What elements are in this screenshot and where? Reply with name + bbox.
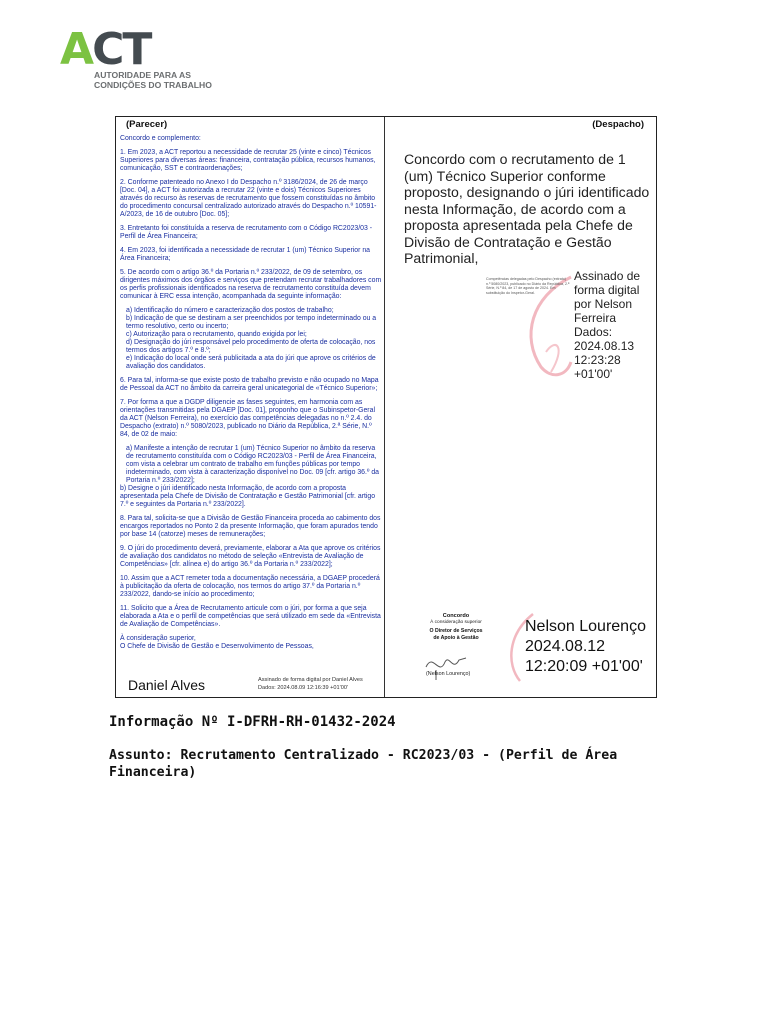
daniel-digital-signature [258, 677, 363, 692]
parecer-item-11: 11. Solicito que a Área de Recrutamento articule com o júri, por forma a que seja elaborada a Ata e o perfil de competências que será utilizado em sede da «Entrevista de Avaliação de Competências». [120, 605, 381, 628]
logo-subtitle [94, 70, 212, 90]
delegation-fine-print: Competências delegadas pelo Despacho (extrato) n.º 5080/2023, publicado no Diário da República, 2.ª Série, N.º 84, de 17 de agosto de 2024. Em substituição do Inspetor-Geral. [486, 277, 570, 295]
parecer-closing-2: O Chefe de Divisão de Gestão e Desenvolvimento de Pessoas, [120, 643, 314, 650]
parecer-item-9: 9. O júri do procedimento deverá, previamente, elaborar a Ata que aprove os critérios de avaliação dos candidatos no método de seleção «Entrevista de Avaliação de Competências» [cfr. alínea e) do artigo 36.º da Portaria n.º 233/2022]; [120, 545, 381, 568]
parecer-item-8: 8. Para tal, solicita-se que a Divisão de Gestão Financeira proceda ao cabimento dos encargos reportados no Ponto 2 da presente Informação, que foram apurados tendo por base 14 (catorze) meses de remunerações; [120, 515, 381, 538]
nelson-sig-name: Nelson Lourenço [525, 618, 646, 635]
parecer-item-1: 1. Em 2023, a ACT reportou a necessidade de recrutar 25 (vinte e cinco) Técnicos Superiores para diversas áreas: financeira, contratação pública, recursos humanos, comunicação, SST e contraordenações; [120, 149, 376, 172]
parecer-item-4: 4. Em 2023, foi identificada a necessidade de recrutar 1 (um) Técnico Superior na Área Financeira; [120, 247, 370, 262]
nelson-name-parenthetical: (Nelson Lourenço) [426, 671, 471, 677]
parecer-item-5: 5. De acordo com o artigo 36.º da Portaria n.º 233/2022, de 09 de setembro, os dirigentes máximos dos órgãos e serviços que pretendam recrutar trabalhadores com os perfis profissionais identificados na reserva de recrutamento constituída devem comunicar à ERC essa intenção, acompanhada da seguinte informação: [120, 269, 382, 300]
ferreira-sig-line-3: por Nelson [574, 297, 633, 311]
ferreira-sig-line-2: forma digital [574, 283, 640, 297]
daniel-signature-name: Daniel Alves [128, 677, 206, 693]
parecer-item-2: 2. Conforme patenteado no Anexo I do Despacho n.º 3186/2024, de 26 de março [Doc. 04], a ACT foi autorizada a recrutar 22 (vinte e dois) Técnicos Superiores através do recurso às reservas de recrutamento que fossem constituídas no âmbito do procedimento concursal centralizado autorizado através do Despacho n.º 10591-A/2023, de 16 de outubro [Doc. 05]; [120, 179, 377, 218]
parecer-closing-1: À consideração superior, [120, 635, 196, 642]
ferreira-sig-line-6: 2024.08.13 [574, 339, 635, 353]
despacho-text: Concordo com o recrutamento de 1 (um) Técnico Superior conforme proposto, designando o júri identificado nesta Informação, de acordo com a proposta apresentada pela Chefe de Divisão de Contratação e Gestão Patrimonial, [404, 151, 650, 266]
parecer-text [120, 135, 382, 651]
concordo-subtitle: À consideração superior [430, 620, 482, 625]
parecer-heading: (Parecer) [126, 119, 168, 130]
logo-letter-a: A [60, 24, 93, 75]
info-number: Informação Nº I-DFRH-RH-01432-2024 [109, 714, 396, 730]
daniel-digital-line-2: Dados: 2024.08.09 12:16:39 +01'00' [258, 684, 349, 691]
logo-line-1: AUTORIDADE PARA AS [94, 70, 191, 80]
parecer-item-6: 6. Para tal, informa-se que existe posto de trabalho previsto e não ocupado no Mapa de Pessoal da ACT no âmbito da carreira geral unicategorial de «Técnico Superior»; [120, 377, 379, 392]
info-assunto: Assunto: Recrutamento Centralizado - RC2023/03 - (Perfil de Área Financeira) [109, 748, 618, 780]
ferreira-sig-line-5: Dados: [574, 325, 613, 339]
ferreira-sig-line-8: +01'00' [574, 367, 613, 381]
logo-letters [60, 24, 151, 75]
parecer-intro: Concordo e complemento: [120, 135, 201, 142]
column-divider [384, 117, 385, 697]
ferreira-sig-line-7: 12:23:28 [574, 353, 621, 367]
parecer-item-5-a: a) Identificação do número e caracterização dos postos de trabalho; [126, 307, 334, 314]
parecer-despacho-box [115, 116, 657, 698]
daniel-digital-line-1: Assinado de forma digital por Daniel Alves [258, 677, 363, 683]
logo-line-2: CONDIÇÕES DO TRABALHO [94, 80, 212, 90]
parecer-item-7: 7. Por forma a que a DGDP diligencie as fases seguintes, em harmonia com as orientações transmitidas pela DGAEP [Doc. 01], proponho que o Subinspetor-Geral da ACT (Nelson Ferreira), no exercício das competências delegadas no n.º 2.4. do Despacho (extrato) n.º 5080/2023, publicado no Diário da República, 2.ª Série, N.º 84, de 02 de maio: [120, 399, 375, 438]
despacho-heading: (Despacho) [592, 119, 644, 130]
act-logo [60, 24, 212, 92]
parecer-item-5-b: b) Indicação de que se destinam a ser preenchidos por tempo indeterminado ou a termo resolutivo, certo ou incerto; [126, 315, 377, 330]
diretor-line-2: de Apoio à Gestão [433, 634, 479, 641]
parecer-item-10: 10. Assim que a ACT remeter toda a documentação necessária, a DGAEP procederá à publicitação da oferta de colocação, nos termos do artigo 37.º da Portaria n.º 233/2022, dando-se início ao procedimento; [120, 575, 380, 598]
concordo-stamp [416, 613, 496, 641]
ferreira-sig-line-1: Assinado de [574, 269, 641, 283]
nelson-digital-signature [525, 617, 646, 677]
nelson-sig-time: 12:20:09 +01'00' [525, 658, 643, 675]
nelson-sig-date: 2024.08.12 [525, 638, 606, 655]
ferreira-sig-line-4: Ferreira [574, 311, 617, 325]
diretor-line-1: O Diretor de Serviços [429, 628, 483, 634]
parecer-item-7-a: a) Manifeste a intenção de recrutar 1 (um) Técnico Superior no âmbito da reserva de recrutamento constituída com o Código RC2023/03 - Perfil de Área Financeira, com vista a celebrar um contrato de trabalho em funções públicas por tempo indeterminado, com vista à caracterização disponível no Doc. 09 [cfr. artigo 36.º da Portaria n.º 233/2022]; [126, 445, 380, 484]
parecer-item-3: 3. Entretanto foi constituída a reserva de recrutamento com o Código RC2023/03 - Perfil de Área Financeira; [120, 225, 373, 240]
parecer-item-7-b: b) Designe o júri identificado nesta Informação, de acordo com a proposta apresentada pela Chefe de Divisão de Contratação e Gestão Patrimonial [cfr. artigo 7.º e seguintes da Portaria n.º 233/2022]. [120, 485, 376, 508]
logo-letters-ct: CT [92, 24, 151, 75]
concordo-title: Concordo [442, 613, 470, 619]
parecer-item-5-d: d) Designação do júri responsável pelo procedimento de oferta de colocação, nos termos dos artigos 7.º e 8.º; [126, 339, 376, 354]
ferreira-digital-signature [574, 269, 640, 381]
parecer-item-5-c: c) Autorização para o recrutamento, quando exigida por lei; [126, 331, 307, 338]
parecer-item-5-subs [120, 307, 382, 371]
parecer-item-5-e: e) Indicação do local onde será publicitada a ata do júri que aprove os critérios de avaliação dos candidatos. [126, 355, 376, 370]
diretor-title [416, 628, 496, 641]
